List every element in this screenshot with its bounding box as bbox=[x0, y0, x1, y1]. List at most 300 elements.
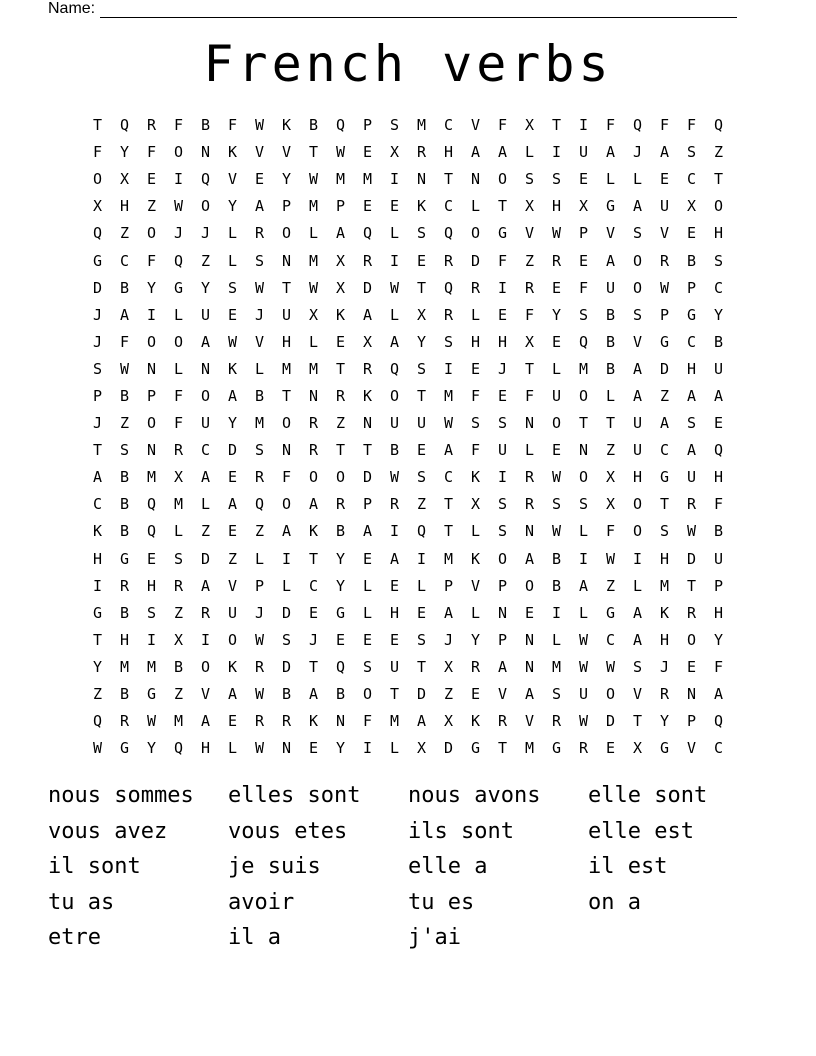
grid-letter: A bbox=[605, 143, 616, 162]
grid-letter: A bbox=[362, 305, 373, 324]
grid-letter: E bbox=[362, 630, 373, 649]
grid-letter: N bbox=[686, 685, 697, 704]
grid-letter: D bbox=[362, 468, 373, 487]
grid-letter: A bbox=[281, 522, 292, 541]
grid-letter: W bbox=[227, 332, 238, 351]
grid-row bbox=[84, 247, 732, 274]
grid-letter: B bbox=[308, 116, 319, 135]
grid-letter: G bbox=[173, 278, 184, 297]
grid-letter: C bbox=[713, 739, 724, 758]
grid-row bbox=[84, 708, 732, 735]
grid-letter: L bbox=[524, 143, 535, 162]
name-label: Name: bbox=[48, 0, 96, 17]
grid-letter: H bbox=[281, 332, 292, 351]
grid-letter: A bbox=[686, 386, 697, 405]
grid-letter: S bbox=[227, 278, 238, 297]
grid-letter: Z bbox=[146, 197, 157, 216]
grid-letter: F bbox=[146, 143, 157, 162]
grid-letter: X bbox=[578, 197, 589, 216]
grid-letter: Q bbox=[443, 224, 454, 243]
grid-letter: L bbox=[362, 576, 373, 595]
grid-letter: A bbox=[524, 549, 535, 568]
grid-letter: F bbox=[227, 116, 238, 135]
grid-letter: N bbox=[200, 359, 211, 378]
word-bank-item: il a bbox=[228, 925, 281, 950]
grid-letter: E bbox=[389, 197, 400, 216]
grid-letter: E bbox=[335, 332, 346, 351]
grid-letter: N bbox=[200, 143, 211, 162]
grid-letter: O bbox=[686, 630, 697, 649]
grid-letter: X bbox=[416, 305, 427, 324]
grid-letter: Y bbox=[335, 739, 346, 758]
grid-letter: L bbox=[389, 305, 400, 324]
grid-letter: G bbox=[659, 332, 670, 351]
grid-letter: O bbox=[146, 224, 157, 243]
grid-letter: Y bbox=[200, 278, 211, 297]
word-bank-item: nous avons bbox=[408, 783, 541, 808]
grid-letter: T bbox=[308, 549, 319, 568]
grid-letter: S bbox=[389, 116, 400, 135]
grid-letter: R bbox=[173, 576, 184, 595]
grid-letter: T bbox=[443, 170, 454, 189]
grid-letter: W bbox=[389, 468, 400, 487]
grid-letter: A bbox=[632, 359, 643, 378]
grid-letter: G bbox=[146, 685, 157, 704]
grid-letter: M bbox=[335, 170, 346, 189]
grid-letter: J bbox=[254, 603, 265, 622]
grid-letter: Y bbox=[146, 739, 157, 758]
grid-letter: A bbox=[227, 386, 238, 405]
grid-letter: U bbox=[551, 386, 562, 405]
grid-letter: F bbox=[146, 251, 157, 270]
grid-letter: O bbox=[173, 143, 184, 162]
grid-letter: E bbox=[713, 414, 724, 433]
grid-letter: N bbox=[416, 170, 427, 189]
grid-letter: R bbox=[335, 386, 346, 405]
grid-letter: E bbox=[578, 170, 589, 189]
grid-letter: M bbox=[659, 576, 670, 595]
grid-letter: Q bbox=[443, 278, 454, 297]
grid-letter: P bbox=[686, 278, 697, 297]
grid-letter: E bbox=[686, 224, 697, 243]
grid-letter: H bbox=[470, 332, 481, 351]
grid-letter: V bbox=[281, 143, 292, 162]
grid-letter: Y bbox=[227, 414, 238, 433]
grid-letter: Q bbox=[416, 522, 427, 541]
grid-letter: U bbox=[713, 359, 724, 378]
grid-letter: F bbox=[92, 143, 103, 162]
grid-letter: M bbox=[551, 657, 562, 676]
grid-letter: X bbox=[524, 116, 535, 135]
grid-letter: Z bbox=[443, 685, 454, 704]
grid-letter: H bbox=[119, 630, 130, 649]
word-bank-item: etre bbox=[48, 925, 101, 950]
grid-letter: I bbox=[578, 549, 589, 568]
grid-letter: T bbox=[92, 630, 103, 649]
grid-letter: T bbox=[686, 576, 697, 595]
grid-letter: M bbox=[416, 116, 427, 135]
grid-letter: M bbox=[443, 549, 454, 568]
grid-letter: Q bbox=[173, 251, 184, 270]
word-bank-item: elle est bbox=[588, 818, 694, 844]
grid-letter: N bbox=[524, 657, 535, 676]
grid-letter: S bbox=[416, 630, 427, 649]
grid-letter: I bbox=[281, 549, 292, 568]
grid-letter: C bbox=[686, 332, 697, 351]
grid-letter: R bbox=[470, 657, 481, 676]
grid-letter: U bbox=[605, 278, 616, 297]
grid-letter: B bbox=[119, 685, 130, 704]
grid-letter: V bbox=[605, 224, 616, 243]
grid-letter: M bbox=[389, 712, 400, 731]
grid-letter: N bbox=[281, 739, 292, 758]
grid-letter: K bbox=[308, 522, 319, 541]
grid-letter: K bbox=[227, 143, 238, 162]
grid-letter: X bbox=[92, 197, 103, 216]
grid-letter: G bbox=[497, 224, 508, 243]
grid-letter: V bbox=[632, 332, 643, 351]
grid-letter: W bbox=[605, 549, 616, 568]
grid-letter: L bbox=[227, 251, 238, 270]
grid-letter: E bbox=[659, 170, 670, 189]
grid-letter: M bbox=[524, 739, 535, 758]
grid-letter: H bbox=[659, 549, 670, 568]
grid-row bbox=[84, 329, 732, 356]
grid-letter: X bbox=[632, 739, 643, 758]
grid-letter: N bbox=[308, 386, 319, 405]
grid-letter: O bbox=[200, 386, 211, 405]
grid-letter: P bbox=[254, 576, 265, 595]
grid-letter: C bbox=[92, 495, 103, 514]
grid-letter: B bbox=[605, 332, 616, 351]
grid-row bbox=[84, 437, 732, 464]
grid-letter: E bbox=[605, 739, 616, 758]
grid-letter: A bbox=[200, 576, 211, 595]
grid-letter: L bbox=[470, 197, 481, 216]
grid-letter: I bbox=[146, 305, 157, 324]
grid-letter: G bbox=[659, 468, 670, 487]
grid-letter: L bbox=[308, 332, 319, 351]
grid-letter: O bbox=[146, 414, 157, 433]
grid-letter: P bbox=[146, 386, 157, 405]
grid-letter: R bbox=[686, 603, 697, 622]
grid-letter: S bbox=[551, 685, 562, 704]
grid-letter: W bbox=[173, 197, 184, 216]
grid-letter: N bbox=[497, 603, 508, 622]
grid-letter: S bbox=[686, 143, 697, 162]
grid-letter: A bbox=[92, 468, 103, 487]
grid-letter: B bbox=[686, 251, 697, 270]
grid-letter: Z bbox=[200, 522, 211, 541]
grid-letter: L bbox=[254, 549, 265, 568]
grid-letter: B bbox=[335, 522, 346, 541]
grid-letter: T bbox=[281, 278, 292, 297]
grid-letter: W bbox=[254, 739, 265, 758]
grid-letter: L bbox=[227, 739, 238, 758]
word-bank-item: elle sont bbox=[588, 783, 708, 808]
grid-letter: S bbox=[632, 224, 643, 243]
grid-letter: Q bbox=[389, 359, 400, 378]
grid-letter: O bbox=[146, 332, 157, 351]
grid-letter: U bbox=[416, 414, 427, 433]
grid-letter: E bbox=[470, 359, 481, 378]
grid-letter: M bbox=[119, 657, 130, 676]
grid-letter: O bbox=[551, 414, 562, 433]
grid-letter: X bbox=[605, 468, 616, 487]
grid-letter: S bbox=[416, 224, 427, 243]
grid-letter: S bbox=[416, 359, 427, 378]
grid-letter: R bbox=[686, 495, 697, 514]
grid-letter: X bbox=[443, 657, 454, 676]
grid-letter: L bbox=[578, 603, 589, 622]
word-bank-item: ils sont bbox=[408, 818, 514, 844]
grid-letter: L bbox=[173, 522, 184, 541]
word-bank-item: on a bbox=[588, 889, 641, 915]
grid-letter: S bbox=[470, 414, 481, 433]
grid-letter: I bbox=[578, 116, 589, 135]
grid-letter: T bbox=[416, 278, 427, 297]
grid-letter: F bbox=[524, 386, 535, 405]
grid-letter: R bbox=[416, 143, 427, 162]
grid-letter: Q bbox=[92, 224, 103, 243]
grid-row bbox=[84, 410, 732, 437]
grid-letter: K bbox=[281, 116, 292, 135]
grid-letter: U bbox=[389, 414, 400, 433]
grid-letter: L bbox=[470, 603, 481, 622]
grid-letter: G bbox=[335, 603, 346, 622]
grid-letter: R bbox=[524, 278, 535, 297]
grid-letter: E bbox=[551, 332, 562, 351]
grid-letter: E bbox=[389, 630, 400, 649]
grid-letter: E bbox=[308, 603, 319, 622]
grid-letter: D bbox=[362, 278, 373, 297]
grid-letter: C bbox=[308, 576, 319, 595]
grid-letter: I bbox=[632, 549, 643, 568]
grid-letter: P bbox=[686, 712, 697, 731]
grid-letter: I bbox=[389, 170, 400, 189]
grid-letter: R bbox=[254, 468, 265, 487]
grid-letter: Q bbox=[713, 441, 724, 460]
grid-letter: C bbox=[605, 630, 616, 649]
grid-letter: E bbox=[146, 549, 157, 568]
grid-letter: E bbox=[362, 549, 373, 568]
grid-letter: N bbox=[524, 414, 535, 433]
grid-letter: E bbox=[227, 522, 238, 541]
grid-row bbox=[84, 220, 732, 247]
grid-letter: Q bbox=[362, 224, 373, 243]
grid-letter: S bbox=[551, 170, 562, 189]
grid-letter: Q bbox=[173, 739, 184, 758]
grid-letter: R bbox=[119, 712, 130, 731]
grid-letter: P bbox=[362, 495, 373, 514]
grid-letter: T bbox=[92, 441, 103, 460]
grid-letter: A bbox=[416, 712, 427, 731]
grid-letter: L bbox=[389, 739, 400, 758]
grid-letter: L bbox=[254, 359, 265, 378]
grid-letter: R bbox=[551, 251, 562, 270]
grid-letter: W bbox=[551, 224, 562, 243]
grid-letter: H bbox=[92, 549, 103, 568]
name-blank-line[interactable] bbox=[100, 3, 737, 18]
grid-letter: C bbox=[443, 197, 454, 216]
grid-letter: P bbox=[281, 197, 292, 216]
grid-letter: F bbox=[713, 495, 724, 514]
grid-letter: R bbox=[146, 116, 157, 135]
grid-letter: T bbox=[443, 522, 454, 541]
grid-letter: A bbox=[632, 386, 643, 405]
grid-letter: K bbox=[227, 359, 238, 378]
grid-letter: N bbox=[281, 251, 292, 270]
grid-letter: V bbox=[659, 224, 670, 243]
grid-letter: Q bbox=[146, 522, 157, 541]
grid-letter: F bbox=[659, 116, 670, 135]
grid-letter: S bbox=[92, 359, 103, 378]
grid-row bbox=[84, 275, 732, 302]
grid-letter: D bbox=[686, 549, 697, 568]
grid-letter: R bbox=[281, 712, 292, 731]
grid-letter: V bbox=[470, 576, 481, 595]
grid-letter: N bbox=[470, 170, 481, 189]
grid-letter: E bbox=[227, 468, 238, 487]
grid-letter: P bbox=[335, 197, 346, 216]
grid-letter: R bbox=[119, 576, 130, 595]
grid-letter: A bbox=[470, 143, 481, 162]
grid-letter: O bbox=[497, 170, 508, 189]
grid-letter: W bbox=[578, 712, 589, 731]
grid-letter: X bbox=[389, 143, 400, 162]
grid-letter: G bbox=[119, 739, 130, 758]
grid-letter: Z bbox=[524, 251, 535, 270]
grid-letter: A bbox=[578, 576, 589, 595]
grid-letter: K bbox=[659, 603, 670, 622]
grid-letter: B bbox=[119, 386, 130, 405]
grid-letter: R bbox=[254, 224, 265, 243]
grid-letter: R bbox=[524, 495, 535, 514]
grid-letter: W bbox=[686, 522, 697, 541]
grid-letter: S bbox=[362, 657, 373, 676]
grid-letter: D bbox=[470, 251, 481, 270]
grid-letter: A bbox=[335, 224, 346, 243]
grid-letter: K bbox=[335, 305, 346, 324]
grid-letter: Q bbox=[200, 170, 211, 189]
grid-letter: R bbox=[308, 414, 319, 433]
grid-letter: K bbox=[470, 712, 481, 731]
grid-letter: F bbox=[497, 116, 508, 135]
grid-letter: G bbox=[659, 739, 670, 758]
grid-letter: H bbox=[659, 630, 670, 649]
grid-letter: R bbox=[335, 495, 346, 514]
grid-letter: T bbox=[443, 495, 454, 514]
grid-letter: E bbox=[497, 386, 508, 405]
grid-letter: T bbox=[524, 359, 535, 378]
grid-letter: X bbox=[119, 170, 130, 189]
grid-letter: C bbox=[443, 116, 454, 135]
grid-letter: F bbox=[686, 116, 697, 135]
grid-letter: X bbox=[470, 495, 481, 514]
grid-letter: R bbox=[497, 712, 508, 731]
grid-letter: E bbox=[227, 305, 238, 324]
word-bank-item: elle a bbox=[408, 854, 488, 879]
grid-letter: I bbox=[362, 739, 373, 758]
grid-letter: W bbox=[551, 468, 562, 487]
grid-letter: X bbox=[335, 278, 346, 297]
grid-letter: M bbox=[146, 657, 157, 676]
grid-letter: K bbox=[362, 386, 373, 405]
grid-letter: B bbox=[389, 441, 400, 460]
word-bank-item: il sont bbox=[48, 854, 141, 879]
grid-letter: R bbox=[254, 712, 265, 731]
grid-letter: A bbox=[254, 197, 265, 216]
grid-letter: I bbox=[551, 603, 562, 622]
grid-letter: I bbox=[200, 630, 211, 649]
grid-letter: G bbox=[92, 603, 103, 622]
grid-letter: K bbox=[416, 197, 427, 216]
word-bank-item: elles sont bbox=[228, 783, 361, 808]
grid-letter: R bbox=[524, 468, 535, 487]
word-bank-item: nous sommes bbox=[48, 783, 194, 808]
grid-letter: Z bbox=[254, 522, 265, 541]
grid-letter: U bbox=[200, 414, 211, 433]
grid-letter: S bbox=[497, 495, 508, 514]
grid-letter: G bbox=[92, 251, 103, 270]
grid-row bbox=[84, 356, 732, 383]
grid-letter: B bbox=[119, 278, 130, 297]
name-field bbox=[48, 0, 737, 18]
grid-letter: S bbox=[254, 441, 265, 460]
grid-letter: D bbox=[200, 549, 211, 568]
word-bank-item: il est bbox=[588, 854, 668, 879]
grid-letter: V bbox=[524, 224, 535, 243]
grid-letter: A bbox=[443, 603, 454, 622]
grid-letter: E bbox=[497, 305, 508, 324]
word-bank-item: vous etes bbox=[228, 818, 348, 844]
grid-letter: I bbox=[416, 549, 427, 568]
grid-letter: T bbox=[605, 414, 616, 433]
grid-letter: B bbox=[335, 685, 346, 704]
grid-letter: M bbox=[173, 712, 184, 731]
grid-letter: S bbox=[713, 251, 724, 270]
grid-letter: U bbox=[632, 441, 643, 460]
grid-letter: P bbox=[659, 305, 670, 324]
grid-letter: T bbox=[713, 170, 724, 189]
grid-letter: I bbox=[173, 170, 184, 189]
grid-letter: X bbox=[416, 739, 427, 758]
grid-letter: G bbox=[551, 739, 562, 758]
grid-letter: L bbox=[362, 603, 373, 622]
grid-letter: A bbox=[632, 197, 643, 216]
grid-letter: S bbox=[119, 441, 130, 460]
grid-letter: Y bbox=[335, 576, 346, 595]
grid-row bbox=[84, 518, 732, 545]
grid-letter: B bbox=[551, 549, 562, 568]
grid-letter: D bbox=[92, 278, 103, 297]
grid-letter: H bbox=[389, 603, 400, 622]
grid-letter: J bbox=[308, 630, 319, 649]
grid-letter: E bbox=[416, 441, 427, 460]
grid-letter: O bbox=[281, 414, 292, 433]
grid-letter: M bbox=[443, 386, 454, 405]
grid-letter: J bbox=[92, 305, 103, 324]
grid-letter: Y bbox=[659, 712, 670, 731]
word-search-grid bbox=[84, 112, 732, 762]
grid-row bbox=[84, 546, 732, 573]
grid-letter: V bbox=[632, 685, 643, 704]
grid-letter: V bbox=[227, 170, 238, 189]
grid-letter: I bbox=[497, 468, 508, 487]
grid-letter: Y bbox=[416, 332, 427, 351]
grid-letter: L bbox=[551, 359, 562, 378]
grid-letter: T bbox=[497, 739, 508, 758]
